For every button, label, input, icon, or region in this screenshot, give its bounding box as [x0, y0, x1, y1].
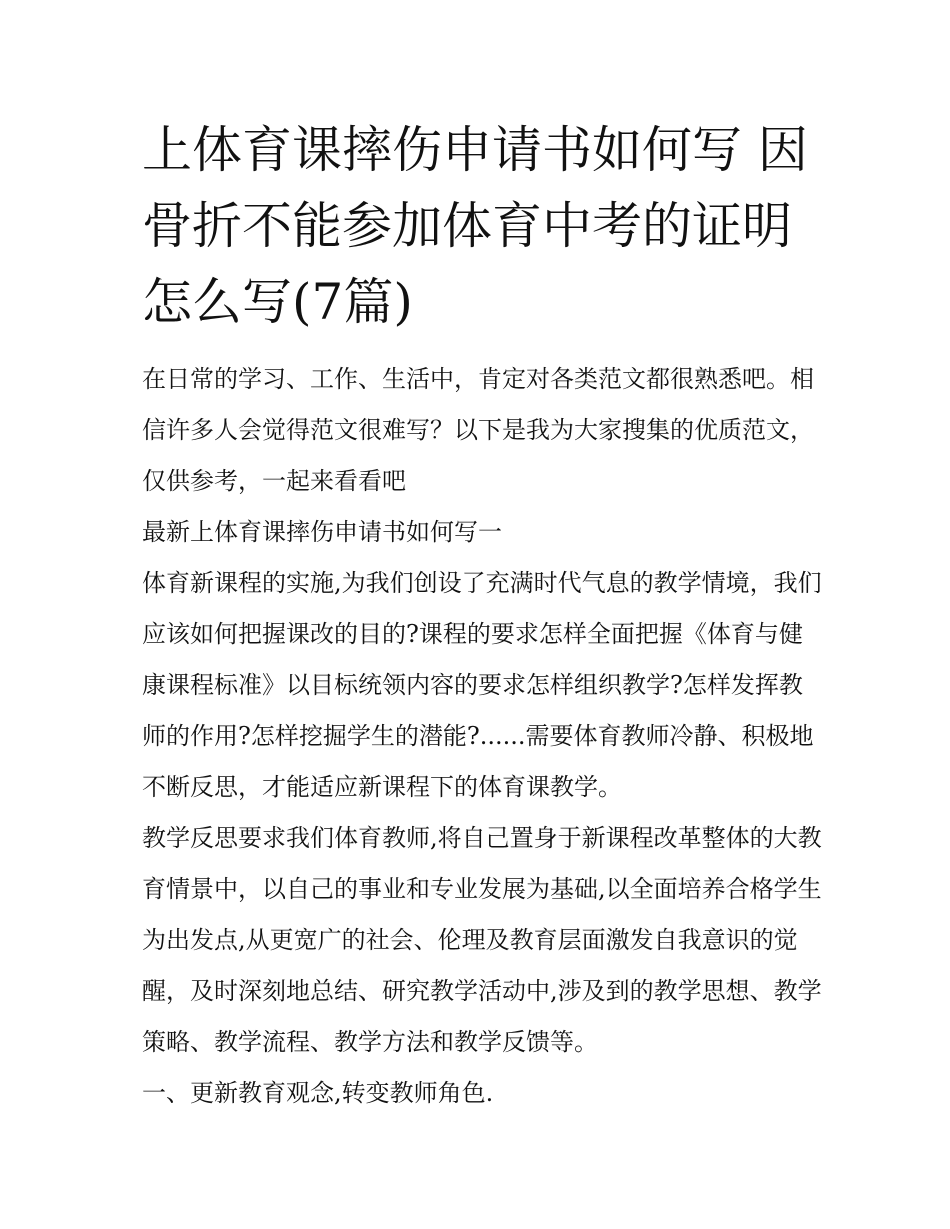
document-content [142, 112, 822, 1119]
intro-paragraph: 在日常的学习、工作、生活中，肯定对各类范文都很熟悉吧。相信许多人会觉得范文很难写？以下是我为大家搜集的优质范文，仅供参考，一起来看看吧 [142, 365, 814, 495]
section-heading: 最新上体育课摔伤申请书如何写一 [142, 518, 502, 546]
body-paragraph: 教学反思要求我们体育教师,将自己置身于新课程改革整体的大教育情景中，以自己的事业和专业发展为基础,以全面培养合格学生为出发点,从更宽广的社会、伦理及教育层面激发自我意识的觉醒，及时深刻地总结、研究教学活动中,涉及到的教学思想、教学策略、教学流程、教学方法和教学反馈等。 [142, 824, 822, 1056]
document-title: 上体育课摔伤申请书如何写 因骨折不能参加体育中考的证明怎么写(7篇) [142, 121, 808, 331]
subsection-heading: 一、更新教育观念,转变教师角色. [142, 1079, 494, 1107]
body-paragraph: 体育新课程的实施,为我们创设了充满时代气息的教学情境，我们应该如何把握课改的目的?课程的要求怎样全面把握《体育与健康课程标准》以目标统领内容的要求怎样组织教学?怎样发挥教师的作用?怎样挖掘学生的潜能?......需要体育教师冷静、积极地不断反思，才能适应新课程下的体育课教学。 [142, 569, 822, 801]
